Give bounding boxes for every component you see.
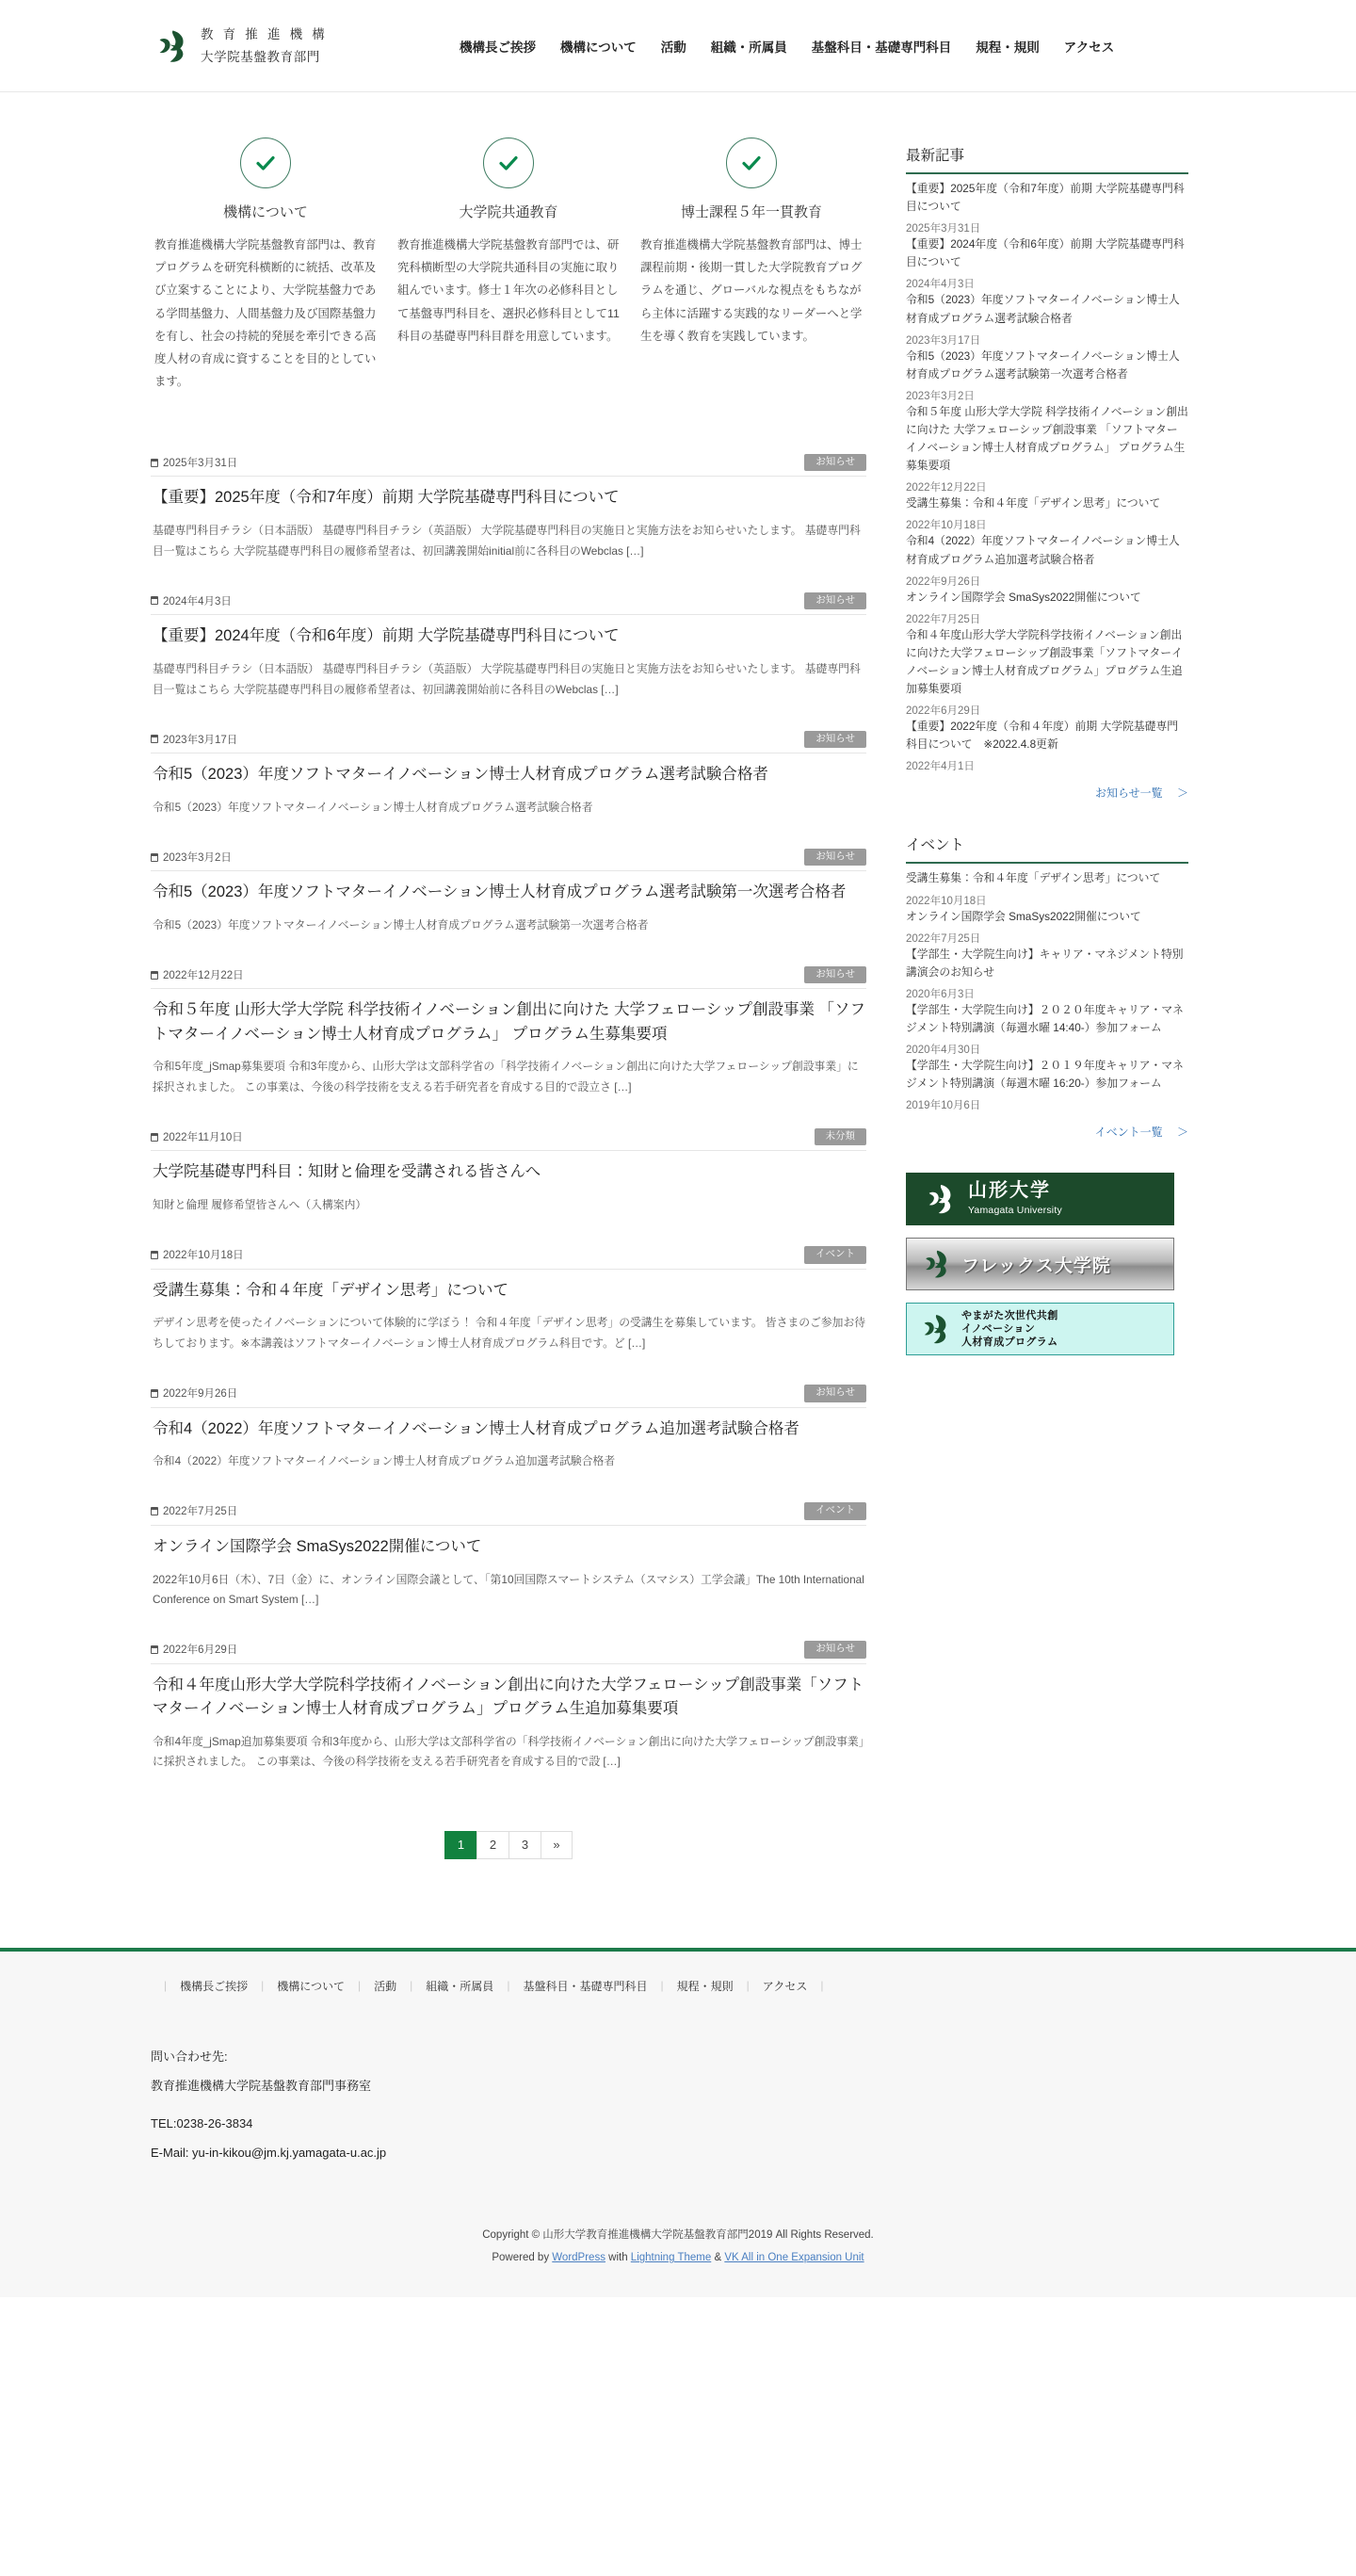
news-title[interactable]: 令和4（2022）年度ソフトマターイノベーション博士人材育成プログラム追加選考試験合格者 xyxy=(153,1419,799,1437)
sidebar-events xyxy=(906,834,1188,1141)
leaf-logo-icon xyxy=(151,25,192,67)
news-date: 2024年4月3日 xyxy=(163,595,232,608)
powered-amp-text: & xyxy=(711,2252,725,2264)
news-excerpt: 令和5年度_jSmap募集要項 令和3年度から、山形大学は文部科学省の「科学技術イノベーション創出に向けた大学フェローシップ創設事業」に採択されました。 この事業は、今後の科学技術を支える若手研究者を育成する目的で設立さ […] xyxy=(153,1060,859,1094)
status-badge[interactable]: お知らせ xyxy=(804,849,866,867)
news-item[interactable] xyxy=(151,1497,866,1635)
pagination-page-2[interactable]: 2 xyxy=(476,1831,508,1859)
feature-card-body: 教育推進機構大学院基盤教育部門は、教育プログラムを研究科横断的に統括、改革及び立案することにより、大学院基盤力である学問基盤力、人間基盤力及び国際基盤力を有し、社会の持続的発展を牽引できる高度人材の育成に資することを目的としています。 xyxy=(154,238,377,389)
news-item[interactable] xyxy=(151,1635,866,1797)
nav-item-rules[interactable]: 規程・規則 xyxy=(976,40,1040,55)
news-date-wrap xyxy=(151,1503,237,1518)
footer-nav-item-rules[interactable]: 規程・規則 xyxy=(676,1979,734,1993)
sidebar-event-title: 【学部生・大学院生向け】２０１９年度キャリア・マネジメント特別講演（毎週木曜 16:20-）参加フォーム xyxy=(906,1059,1184,1091)
sidebar-article-date: 2023年3月2日 xyxy=(906,390,975,402)
footer-nav-separator: | xyxy=(358,1979,362,1993)
banner-line-3: 人材育成プログラム xyxy=(961,1337,1058,1349)
global-nav xyxy=(460,37,1114,56)
news-date: 2022年11月10日 xyxy=(163,1132,243,1144)
sidebar-event-item[interactable] xyxy=(906,1057,1188,1112)
sidebar-article-item[interactable] xyxy=(906,494,1188,532)
site-footer xyxy=(0,1952,1356,2297)
sidebar-article-date: 2022年6月29日 xyxy=(906,705,981,718)
calendar-icon xyxy=(151,459,158,467)
sidebar-article-item[interactable] xyxy=(906,626,1188,718)
feature-card-body: 教育推進機構大学院基盤教育部門は、博士課程前期・後期一貫した大学院教育プログラムを通じ、グローバルな視点をもちながら主体に活躍する実践的なリーダーへと学生を導く教育を実践しています。 xyxy=(640,238,863,343)
sidebar-article-item[interactable] xyxy=(906,235,1188,291)
check-circle-icon xyxy=(240,138,291,188)
status-badge[interactable]: お知らせ xyxy=(804,966,866,984)
leaf-logo-icon xyxy=(916,1310,954,1348)
footer-email: E-Mail: yu-in-kikou@jm.kj.yamagata-u.ac.jp xyxy=(151,2145,387,2160)
pagination-page-1[interactable]: 1 xyxy=(444,1831,476,1859)
footer-nav-separator: | xyxy=(507,1979,510,1993)
news-date: 2022年9月26日 xyxy=(163,1388,238,1401)
news-date: 2022年10月18日 xyxy=(163,1250,244,1262)
footer-nav-item-about[interactable]: 機構について xyxy=(277,1979,346,1993)
calendar-icon xyxy=(151,1251,158,1259)
news-item[interactable] xyxy=(151,448,866,587)
vk-expansion-unit-link[interactable]: VK All in One Expansion Unit xyxy=(724,2252,864,2264)
sidebar-latest-more-link[interactable] xyxy=(1095,786,1188,800)
sidebar-event-date: 2020年4月30日 xyxy=(906,1045,981,1057)
banner-innovation-program[interactable] xyxy=(906,1303,1174,1355)
check-circle-icon xyxy=(726,138,777,188)
news-item[interactable] xyxy=(151,587,866,725)
sidebar-article-title: 令和5（2023）年度ソフトマターイノベーション博士人材育成プログラム選考試験合格者 xyxy=(906,293,1180,325)
footer-telephone: TEL:0238-26-3834 xyxy=(151,2116,253,2131)
sidebar-article-date: 2022年9月26日 xyxy=(906,575,981,588)
status-badge[interactable]: イベント xyxy=(804,1502,866,1520)
news-item[interactable] xyxy=(151,1123,866,1240)
nav-item-greeting[interactable]: 機構長ご挨拶 xyxy=(459,40,536,55)
sidebar xyxy=(906,138,1188,1910)
feature-card[interactable] xyxy=(394,138,623,405)
sidebar-section-title: 最新記事 xyxy=(906,144,1188,174)
sidebar-article-item[interactable] xyxy=(906,718,1188,773)
news-date-wrap xyxy=(151,967,244,982)
footer-nav xyxy=(151,1978,1276,1994)
sidebar-event-date: 2022年7月25日 xyxy=(906,932,981,945)
feature-cards xyxy=(151,138,866,405)
news-item[interactable] xyxy=(151,725,866,843)
status-badge[interactable]: 未分類 xyxy=(815,1128,867,1146)
footer-nav-item-members[interactable]: 組織・所属員 xyxy=(426,1979,494,1993)
brand-line-2: 大学院基盤教育部門 xyxy=(201,49,320,64)
news-excerpt: 令和5（2023）年度ソフトマターイノベーション博士人材育成プログラム選考試験合格者 xyxy=(153,801,593,815)
sidebar-event-title: 【学部生・大学院生向け】キャリア・マネジメント特別講演会のお知らせ xyxy=(906,947,1184,979)
sidebar-article-item[interactable] xyxy=(906,348,1188,403)
calendar-icon xyxy=(151,853,158,862)
feature-card-title: 機構について xyxy=(223,204,308,220)
footer-nav-item-access[interactable]: アクセス xyxy=(762,1979,808,1993)
news-date-wrap xyxy=(151,1129,243,1144)
news-date-wrap xyxy=(151,1642,237,1657)
news-excerpt: 令和4年度_jSmap追加募集要項 令和3年度から、山形大学は文部科学省の「科学技術イノベーション創出に向けた大学フェローシップ創設事業」に採択されました。 この事業は、今後の科学技術を支える若手研究者を育成する目的で設 […] xyxy=(153,1734,864,1769)
banner-subtitle: Yamagata University xyxy=(968,1204,1062,1216)
check-circle-icon xyxy=(483,138,534,188)
feature-card-body: 教育推進機構大学院基盤教育部門では、研究科横断型の大学院共通科目の実施に取り組んでいます。修士１年次の必修科目として基盤専門科目を、選択必修科目として11科目の基礎専門科目群を用意しています。 xyxy=(397,238,620,343)
footer-nav-item-courses[interactable]: 基盤科目・基礎専門科目 xyxy=(523,1979,648,1993)
footer-nav-separator: | xyxy=(410,1979,413,1993)
news-date-wrap xyxy=(151,850,232,865)
nav-item-courses[interactable]: 基盤科目・基礎専門科目 xyxy=(811,40,952,55)
sidebar-article-item[interactable] xyxy=(906,291,1188,347)
news-title[interactable]: 令和５年度 山形大学大学院 科学技術イノベーション創出に向けた 大学フェローシップ創設事業 「ソフトマターイノベーション博士人材育成プログラム」 プログラム生募集要項 xyxy=(153,1001,866,1043)
sidebar-event-item[interactable] xyxy=(906,908,1188,946)
sidebar-article-date: 2025年3月31日 xyxy=(906,223,981,235)
powered-with-text: with xyxy=(605,2252,631,2264)
sidebar-events-more-link[interactable] xyxy=(1095,1126,1188,1139)
nav-item-about[interactable]: 機構について xyxy=(559,40,637,55)
main-content xyxy=(151,138,866,1910)
feature-card[interactable] xyxy=(637,138,866,405)
sidebar-article-date: 2024年4月3日 xyxy=(906,279,975,291)
sidebar-event-item[interactable] xyxy=(906,869,1188,907)
calendar-icon xyxy=(151,1133,158,1142)
feature-card[interactable] xyxy=(151,138,380,405)
footer-nav-separator: | xyxy=(164,1979,168,1993)
footer-contact xyxy=(151,2043,1276,2167)
sidebar-article-item[interactable] xyxy=(906,589,1188,626)
status-badge[interactable]: お知らせ xyxy=(804,1385,866,1402)
sidebar-article-title: 令和５年度 山形大学大学院 科学技術イノベーション創出に向けた 大学フェローシップ創設事業 「ソフトマターイノベーション博士人材育成プログラム」 プログラム生募集要項 xyxy=(906,404,1188,473)
news-title[interactable]: 大学院基礎専門科目：知財と倫理を受講される皆さんへ xyxy=(153,1163,541,1181)
calendar-icon xyxy=(151,1507,158,1515)
footer-nav-separator: | xyxy=(261,1979,265,1993)
footer-nav-separator: | xyxy=(746,1979,750,1993)
leaf-logo-icon xyxy=(918,1246,954,1282)
nav-item-members[interactable]: 組織・所属員 xyxy=(710,40,787,55)
sidebar-section-title: イベント xyxy=(906,834,1188,864)
copyright-text: Copyright © 山形大学教育推進機構大学院基盤教育部門2019 All Rights Reserved. xyxy=(482,2229,874,2242)
sidebar-article-title: 令和4（2022）年度ソフトマターイノベーション博士人材育成プログラム追加選考試験合格者 xyxy=(906,534,1180,566)
powered-by-line xyxy=(0,2246,1356,2269)
lightning-theme-link[interactable]: Lightning Theme xyxy=(630,2252,712,2264)
banner-line-1: やまがた次世代共創 xyxy=(961,1310,1058,1322)
news-date-wrap xyxy=(151,593,232,608)
status-badge[interactable]: お知らせ xyxy=(804,731,866,749)
calendar-icon xyxy=(151,971,158,980)
sidebar-event-title: オンライン国際学会 SmaSys2022開催について xyxy=(906,909,1141,923)
news-date-wrap xyxy=(151,1247,244,1262)
pagination xyxy=(151,1831,866,1859)
status-badge[interactable]: お知らせ xyxy=(804,1641,866,1659)
news-excerpt: 知財と倫理 履修希望皆さんへ（入構案内） xyxy=(153,1198,367,1212)
page-layout xyxy=(80,92,1276,1910)
banner-yamagata-university[interactable] xyxy=(906,1173,1174,1225)
news-title[interactable]: 令和４年度山形大学大学院科学技術イノベーション創出に向けた大学フェローシップ創設事業「ソフトマターイノベーション博士人材育成プログラム」プログラム生追加募集要項 xyxy=(153,1676,864,1717)
sidebar-event-date: 2022年10月18日 xyxy=(906,895,987,907)
news-item[interactable] xyxy=(151,1240,866,1379)
news-date: 2022年6月29日 xyxy=(163,1644,238,1657)
calendar-icon xyxy=(151,1389,158,1398)
site-logo-link[interactable] xyxy=(151,24,328,67)
news-date: 2025年3月31日 xyxy=(163,458,238,470)
news-date-wrap xyxy=(151,732,237,747)
news-title[interactable]: 【重要】2025年度（令和7年度）前期 大学院基礎専門科目について xyxy=(153,489,620,507)
sidebar-article-date: 2022年10月18日 xyxy=(906,520,987,532)
banner-title: フレックス大学院 xyxy=(961,1256,1111,1276)
footer-nav-separator: | xyxy=(820,1979,824,1993)
news-excerpt: 基礎専門科目チラシ（日本語版） 基礎専門科目チラシ（英語版） 大学院基礎専門科目の実施日と実施方法をお知らせいたします。 基礎専門科目一覧はこちら 大学院基礎専門科目の履修希望者は、初回講義開始initial前に各科目のWebclas […] xyxy=(153,524,861,559)
sidebar-article-item[interactable] xyxy=(906,180,1188,235)
sidebar-event-title: 【学部生・大学院生向け】２０２０年度キャリア・マネジメント特別講演（毎週水曜 14:40-）参加フォーム xyxy=(906,1002,1184,1034)
news-list xyxy=(151,448,866,1797)
news-title[interactable]: 【重要】2024年度（令和6年度）前期 大学院基礎専門科目について xyxy=(153,627,620,645)
news-date-wrap xyxy=(151,1385,237,1401)
sidebar-events-more-label: イベント一覧 xyxy=(1094,1126,1163,1140)
feature-card-title: 大学院共通教育 xyxy=(459,204,558,220)
footer-office-name: 教育推進機構大学院基盤教育部門事務室 xyxy=(151,2078,372,2093)
footer-contact-label: 問い合わせ先: xyxy=(151,2049,228,2064)
sidebar-article-item[interactable] xyxy=(906,532,1188,588)
calendar-icon xyxy=(151,596,158,605)
sidebar-latest-articles xyxy=(906,144,1188,802)
pagination-next[interactable]: » xyxy=(541,1831,573,1859)
sidebar-banners xyxy=(906,1173,1188,1355)
sidebar-event-item[interactable] xyxy=(906,1001,1188,1057)
news-excerpt: 基礎専門科目チラシ（日本語版） 基礎専門科目チラシ（英語版） 大学院基礎専門科目の実施日と実施方法をお知らせいたします。 基礎専門科目一覧はこちら 大学院基礎専門科目の履修希望者は、初回講義開始前に各科目のWebclas […] xyxy=(153,662,861,696)
sidebar-article-date: 2022年7月25日 xyxy=(906,613,981,625)
sidebar-article-title: 令和5（2023）年度ソフトマターイノベーション博士人材育成プログラム選考試験第一次選考合格者 xyxy=(906,348,1180,381)
news-title[interactable]: 令和5（2023）年度ソフトマターイノベーション博士人材育成プログラム選考試験第一次選考合格者 xyxy=(153,883,847,901)
sidebar-article-title: オンライン国際学会 SmaSys2022開催について xyxy=(906,590,1141,604)
sidebar-article-title: 【重要】2025年度（令和7年度）前期 大学院基礎専門科目について xyxy=(906,182,1185,214)
news-excerpt: デザイン思考を使ったイノベーションについて体験的に学ぼう！ 令和４年度「デザイン思考」の受講生を募集しています。 皆さまのご参加お待ちしております。※本講義はソフトマターイノベーション博士人材育成プログラム科目です。ど […] xyxy=(153,1316,866,1351)
banner-flex-graduate-school[interactable] xyxy=(906,1238,1174,1290)
nav-item-activity[interactable]: 活動 xyxy=(660,40,686,55)
news-title[interactable]: オンライン国際学会 SmaSys2022開催について xyxy=(153,1537,482,1555)
news-title[interactable]: 受講生募集：令和４年度「デザイン思考」について xyxy=(153,1281,509,1299)
news-date: 2022年12月22日 xyxy=(163,970,244,982)
calendar-icon xyxy=(151,735,158,743)
sidebar-article-date: 2023年3月17日 xyxy=(906,334,981,347)
news-date: 2023年3月17日 xyxy=(163,734,238,746)
wordpress-link[interactable]: WordPress xyxy=(552,2252,605,2264)
nav-item-access[interactable]: アクセス xyxy=(1063,40,1115,55)
sidebar-event-title: 受講生募集：令和４年度「デザイン思考」について xyxy=(906,871,1161,885)
status-badge[interactable]: お知らせ xyxy=(804,592,866,610)
brand-line-1: 教 育 推 進 機 構 xyxy=(201,27,328,42)
sidebar-article-title: 受講生募集：令和４年度「デザイン思考」について xyxy=(906,496,1161,510)
feature-card-title: 博士課程５年一貫教育 xyxy=(680,204,822,220)
status-badge[interactable]: イベント xyxy=(804,1246,866,1264)
chevron-right-icon: ＞ xyxy=(1176,786,1188,801)
copyright-bar xyxy=(0,2211,1356,2297)
sidebar-article-item[interactable] xyxy=(906,403,1188,494)
news-excerpt: 2022年10月6日（木）、7日（金）に、オンライン国際会議として、「第10回国際スマートシステム（スマシス）工学会議」The 10th International Conference on Smart System […] xyxy=(153,1572,864,1607)
news-date-wrap xyxy=(151,455,237,470)
status-badge[interactable]: お知らせ xyxy=(804,454,866,472)
leaf-logo-icon xyxy=(921,1180,959,1218)
sidebar-article-date: 2022年4月1日 xyxy=(906,761,975,773)
sidebar-article-title: 【重要】2024年度（令和6年度）前期 大学院基礎専門科目について xyxy=(906,237,1185,269)
news-item[interactable] xyxy=(151,843,866,961)
banner-line-2: イノベーション xyxy=(961,1323,1036,1336)
chevron-right-icon: ＞ xyxy=(1176,1126,1188,1140)
sidebar-article-title: 【重要】2022年度（令和４年度）前期 大学院基礎専門科目について ※2022.4.8更新 xyxy=(906,720,1179,752)
sidebar-latest-more-label: お知らせ一覧 xyxy=(1095,786,1163,801)
footer-nav-item-greeting[interactable]: 機構長ご挨拶 xyxy=(180,1979,249,1993)
news-item[interactable] xyxy=(151,961,866,1123)
sidebar-event-date: 2019年10月6日 xyxy=(906,1100,981,1112)
news-title[interactable]: 令和5（2023）年度ソフトマターイノベーション博士人材育成プログラム選考試験合格者 xyxy=(153,766,768,784)
news-item[interactable] xyxy=(151,1379,866,1497)
news-excerpt: 令和4（2022）年度ソフトマターイノベーション博士人材育成プログラム追加選考試験合格者 xyxy=(153,1454,616,1468)
news-date: 2023年3月2日 xyxy=(163,852,232,865)
powered-by-prefix: Powered by xyxy=(492,2252,553,2264)
pagination-page-3[interactable]: 3 xyxy=(508,1831,541,1859)
footer-nav-item-activity[interactable]: 活動 xyxy=(374,1979,397,1993)
sidebar-event-item[interactable] xyxy=(906,946,1188,1001)
sidebar-event-date: 2020年6月3日 xyxy=(906,988,975,1000)
news-excerpt: 令和5（2023）年度ソフトマターイノベーション博士人材育成プログラム選考試験第一次選考合格者 xyxy=(153,918,649,932)
site-header xyxy=(0,0,1356,92)
sidebar-article-title: 令和４年度山形大学大学院科学技術イノベーション創出に向けた大学フェローシップ創設事業「ソフトマターイノベーション博士人材育成プログラム」プログラム生追加募集要項 xyxy=(906,627,1183,696)
news-date: 2022年7月25日 xyxy=(163,1506,238,1518)
calendar-icon xyxy=(151,1645,158,1654)
sidebar-article-date: 2022年12月22日 xyxy=(906,482,987,494)
footer-nav-separator: | xyxy=(660,1979,664,1993)
banner-title: 山形大学 xyxy=(968,1179,1051,1201)
